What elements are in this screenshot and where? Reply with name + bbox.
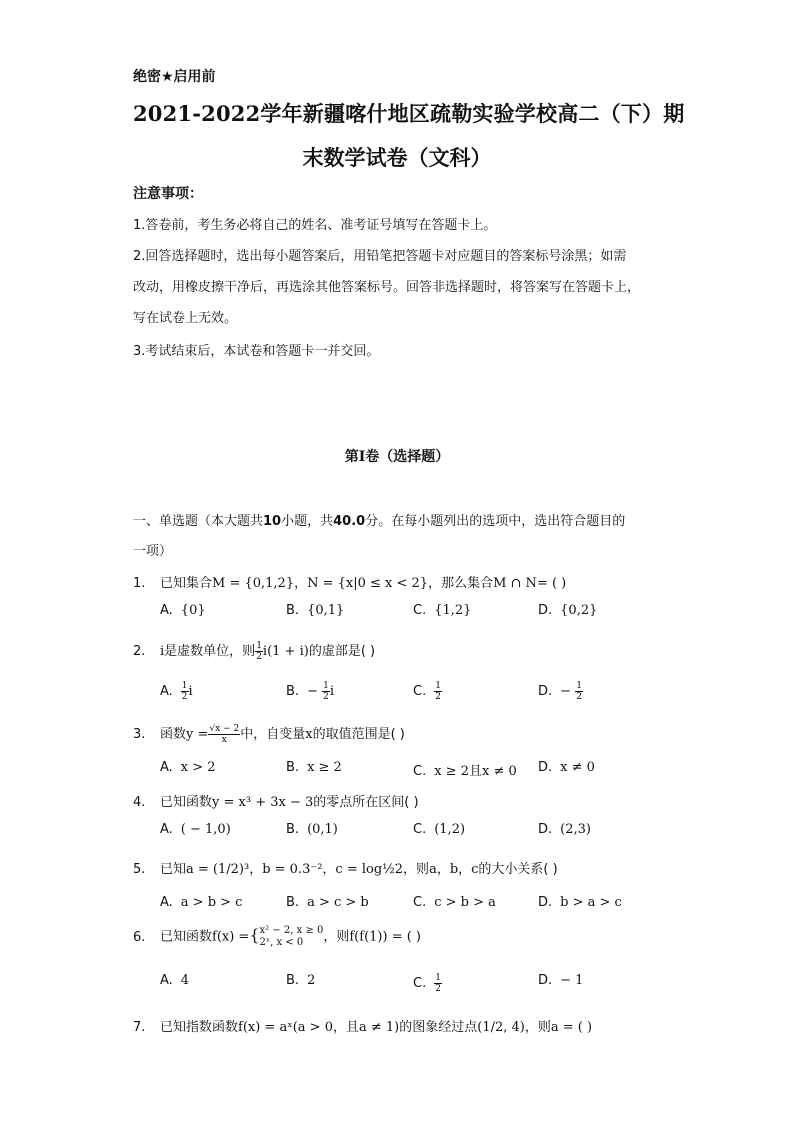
- fraction: $\frac{1}{2}$: [256, 641, 262, 662]
- option-d: D. − 1: [538, 973, 584, 988]
- question-4: 4. 已知函数y = x³ + 3x − 3的零点所在区间( ): [133, 795, 419, 810]
- option-c: C. $\frac{1}{2}$: [413, 973, 441, 994]
- notice-line: 改动，用橡皮擦干净后，再选涂其他答案标号。回答非选择题时，将答案写在答题卡上，: [133, 280, 641, 295]
- option-c: C. {1,2}: [413, 603, 472, 618]
- option-b: B. x ≥ 2: [286, 760, 342, 775]
- exam-title-line2: 末数学试卷（文科）: [302, 145, 492, 170]
- option-a: A. ( − 1,0): [160, 822, 231, 837]
- option-d: D. b > a > c: [538, 895, 622, 910]
- option-d: D. {0,2}: [538, 603, 598, 618]
- notice-line: 2.回答选择题时，选出每小题答案后，用铅笔把答题卡对应题目的答案标号涂黑；如需: [133, 249, 627, 264]
- option-b: B. (0,1): [286, 822, 338, 837]
- question-2-options: [160, 681, 680, 701]
- exam-title-line1: 2021-2022学年新疆喀什地区疏勒实验学校高二（下）期: [133, 101, 685, 126]
- option-b: B. {0,1}: [286, 603, 345, 618]
- question-1: 1. 已知集合M = {0,1,2}，N = {x|0 ≤ x < 2}，那么集合M ∩ N= ( ): [133, 576, 567, 591]
- question-2: 2. i是虚数单位，则 $\frac{1}{2}$ i(1 + i)的虚部是( ): [133, 641, 376, 662]
- part-title: 第I卷（选择题）: [344, 449, 450, 465]
- option-b: B. a > c > b: [286, 895, 369, 910]
- fraction: $\frac{√x - 2}{x}$: [209, 724, 240, 745]
- option-d: D. − $\frac{1}{2}$: [538, 681, 582, 702]
- option-b: B. 2: [286, 973, 316, 988]
- section-heading: 一、单选题（本大题共10小题，共40.0分。在每小题列出的选项中，选出符合题目的: [133, 514, 626, 529]
- option-c: C. c > b > a: [413, 895, 496, 910]
- option-a: A. 4: [160, 973, 190, 988]
- option-a: A. x > 2: [160, 760, 216, 775]
- option-a: A. $\frac{1}{2}$ i: [160, 681, 193, 702]
- question-3: 3. 函数y = $\frac{√x - 2}{x}$ 中，自变量x的取值范围是( ): [133, 724, 405, 745]
- question-5: 5. 已知a = (1/2)³，b = 0.3⁻²，c = log½2，则a，b，c的大小关系( ): [133, 862, 558, 877]
- option-b: B. − $\frac{1}{2}$ i: [286, 681, 334, 702]
- option-a: A. a > b > c: [160, 895, 243, 910]
- question-3-options: [160, 760, 680, 780]
- notice-heading: 注意事项：: [133, 186, 203, 202]
- question-7: 7. 已知指数函数f(x) = aˣ(a > 0，且a ≠ 1)的图象经过点(1/2, 4)，则a = ( ): [133, 1020, 593, 1035]
- option-c: C. (1,2): [413, 822, 466, 837]
- secret-label: 绝密★启用前: [133, 69, 216, 85]
- question-5-options: [160, 895, 680, 915]
- option-c: C. $\frac{1}{2}$: [413, 681, 441, 702]
- question-6: 6. 已知函数f(x) ={ x² − 2, x ≥ 0 2ˣ, x < 0 ，则f(f(1)) = ( ): [133, 925, 421, 948]
- notice-line: 1.答卷前，考生务必将自己的姓名、准考证号填写在答题卡上。: [133, 218, 497, 233]
- option-c: C. x ≥ 2且x ≠ 0: [413, 764, 517, 779]
- section-heading-line2: 一项）: [133, 544, 173, 559]
- notice-line: 3.考试结束后，本试卷和答题卡一并交回。: [133, 344, 380, 359]
- option-a: A. {0}: [160, 603, 206, 618]
- notice-line: 写在试卷上无效。: [133, 311, 238, 326]
- question-4-options: [160, 822, 680, 842]
- option-d: D. x ≠ 0: [538, 760, 595, 775]
- question-6-options: [160, 973, 680, 993]
- question-1-options: [160, 603, 680, 623]
- option-d: D. (2,3): [538, 822, 591, 837]
